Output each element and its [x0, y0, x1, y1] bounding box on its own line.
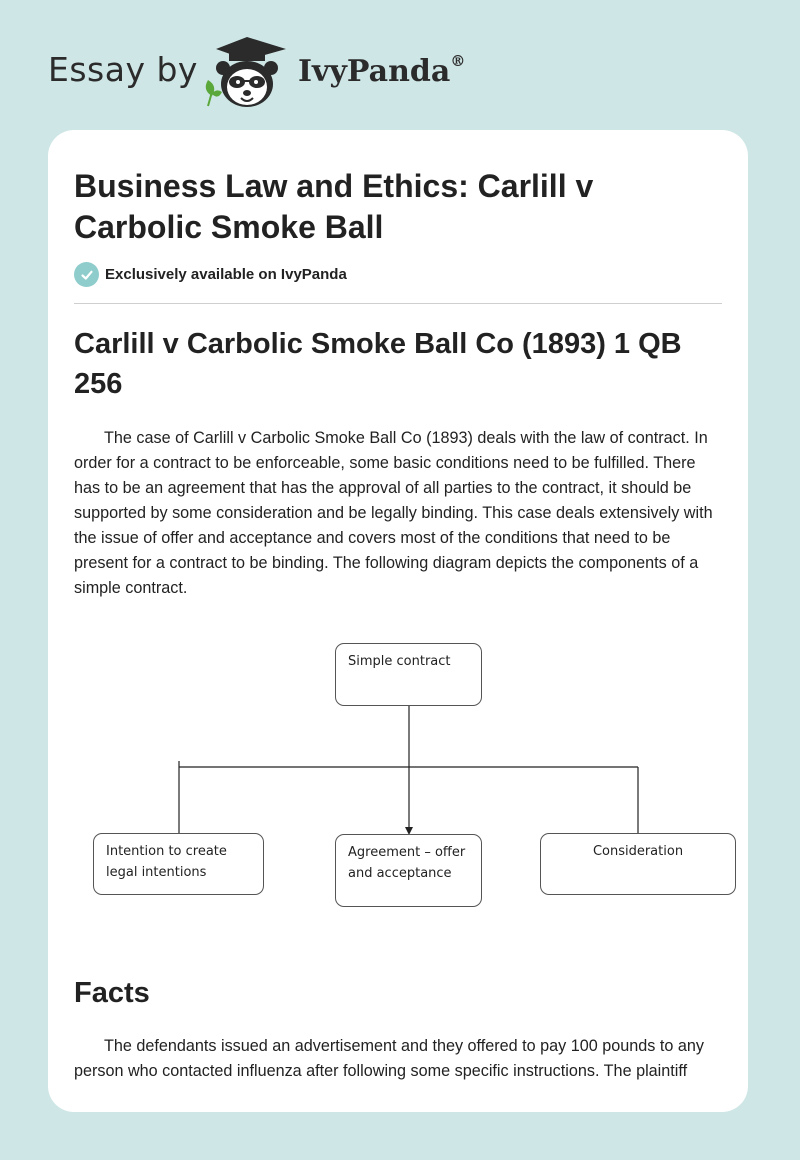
brand-name[interactable]: IvyPanda® — [298, 52, 466, 89]
diagram-node-agreement: Agreement – offer and acceptance — [335, 834, 482, 907]
diagram-node-consideration: Consideration — [540, 833, 736, 895]
diagram-node-intention: Intention to create legal intentions — [93, 833, 264, 895]
badge-text: Exclusively available on IvyPanda — [105, 266, 347, 283]
essay-by-text: Essay by — [48, 50, 198, 89]
checkmark-icon — [74, 262, 99, 287]
panda-logo-icon[interactable] — [202, 34, 292, 110]
exclusive-badge — [74, 262, 347, 287]
contract-diagram — [48, 630, 748, 930]
divider — [74, 303, 722, 304]
section-heading-facts: Facts — [74, 977, 150, 1009]
page-title: Business Law and Ethics: Carlill v Carbolic Smoke Ball — [74, 168, 594, 245]
site-header — [48, 34, 508, 114]
section-heading-case: Carlill v Carbolic Smoke Ball Co (1893) 1 QB 256 — [74, 328, 682, 400]
diagram-node-simple-contract: Simple contract — [335, 643, 482, 706]
section-paragraph-case: The case of Carlill v Carbolic Smoke Ball Co (1893) deals with the law of contract. In order for a contract to be enforceable, some basic conditions need to be fulfilled. There has to be an agreement that has the approval of all parties to the contract, it should be supported by some consideration and be legally binding. This case deals extensively with the issue of offer and acceptance and covers most of the conditions that need to be present for a contract to be binding. The following diagram depicts the components of a simple contract. — [74, 429, 713, 597]
article-card — [48, 130, 748, 1112]
section-paragraph-facts: The defendants issued an advertisement and they offered to pay 100 pounds to any person who contacted influenza after following some specific instructions. The plaintiff — [74, 1037, 704, 1080]
